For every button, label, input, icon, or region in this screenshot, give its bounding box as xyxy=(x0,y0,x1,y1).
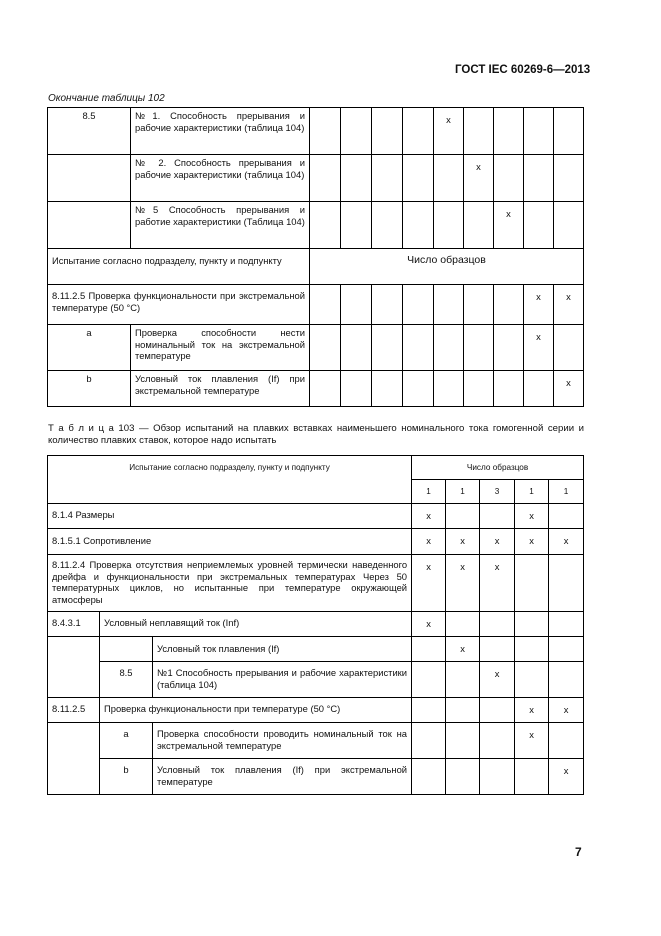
mark-cell xyxy=(372,202,403,249)
mark-cell xyxy=(549,555,584,612)
mark-cell xyxy=(515,662,549,698)
sample-count: 1 xyxy=(549,480,584,504)
mark-cell xyxy=(464,371,494,407)
table-row xyxy=(48,285,584,325)
mark-cell xyxy=(480,637,515,662)
mark-cell xyxy=(372,108,403,155)
test-description: №5 Способность прерывания и работие характеристики (Таблица 104) xyxy=(131,202,310,249)
mark-cell xyxy=(412,698,446,723)
mark-cell: x xyxy=(554,371,584,407)
mark-cell xyxy=(310,108,341,155)
sample-count: 3 xyxy=(480,480,515,504)
mark-cell: x xyxy=(412,612,446,637)
mark-cell xyxy=(341,285,372,325)
test-description: 8.11.2.5 Проверка функциональности при экстремальной температуре (50 °C) xyxy=(48,285,310,325)
mark-cell xyxy=(446,612,480,637)
mark-cell xyxy=(464,285,494,325)
mark-cell: x xyxy=(524,285,554,325)
mark-cell xyxy=(549,723,584,759)
document-code: ГОСТ IEC 60269-6—2013 xyxy=(455,64,591,76)
column-header-test: Испытание согласно подразделу, пункту и подпункту xyxy=(48,249,310,285)
table-row xyxy=(48,504,584,529)
mark-cell xyxy=(372,285,403,325)
mark-cell xyxy=(480,612,515,637)
clause-number: b xyxy=(100,759,153,795)
mark-cell xyxy=(524,371,554,407)
mark-cell xyxy=(515,612,549,637)
table-row xyxy=(48,698,584,723)
mark-cell: x xyxy=(515,504,549,529)
mark-cell: x xyxy=(515,529,549,555)
clause-number: 8.5 xyxy=(48,108,131,155)
test-description: 8.1.4 Размеры xyxy=(48,504,412,529)
mark-cell xyxy=(480,504,515,529)
table-row xyxy=(48,155,584,202)
mark-cell xyxy=(403,202,434,249)
mark-cell xyxy=(341,371,372,407)
mark-cell xyxy=(494,155,524,202)
test-description: Проверка способности проводить номинальный ток на экстремальной температуре xyxy=(153,723,412,759)
mark-cell xyxy=(549,504,584,529)
table-row xyxy=(48,662,584,698)
mark-cell xyxy=(372,371,403,407)
mark-cell: x xyxy=(524,325,554,371)
mark-cell: x xyxy=(480,662,515,698)
column-header-test: Испытание согласно подразделу, пункту и подпункту xyxy=(48,456,412,504)
test-description: Проверка способности нести номинальный ток на экстремальной температуре xyxy=(131,325,310,371)
table-row xyxy=(48,637,584,662)
test-description: 8.1.5.1 Сопротивление xyxy=(48,529,412,555)
mark-cell xyxy=(310,155,341,202)
mark-cell xyxy=(524,108,554,155)
test-description: № 2. Способность прерывания и рабочие характеристики (таблица 104) xyxy=(131,155,310,202)
mark-cell: x xyxy=(515,723,549,759)
mark-cell xyxy=(403,371,434,407)
test-description: 8.11.2.4 Проверка отсутствия неприемлемых уровней термически наведенного дрейфа и функциональности при экстремальных температурах Через 50 температурных циклов, но испытанные при температуре окружающей атмосферы xyxy=(48,555,412,612)
mark-cell xyxy=(464,202,494,249)
mark-cell xyxy=(403,155,434,202)
mark-cell xyxy=(341,325,372,371)
table-102 xyxy=(47,107,584,407)
mark-cell xyxy=(434,285,464,325)
mark-cell xyxy=(372,325,403,371)
mark-cell xyxy=(554,202,584,249)
test-description: Условный неплавящий ток (Inf) xyxy=(100,612,412,637)
table-row xyxy=(48,529,584,555)
mark-cell xyxy=(446,723,480,759)
page-number: 7 xyxy=(575,845,582,859)
mark-cell xyxy=(494,108,524,155)
table-row xyxy=(48,759,584,795)
mark-cell xyxy=(494,325,524,371)
mark-cell: x xyxy=(412,555,446,612)
mark-cell xyxy=(446,759,480,795)
mark-cell: x xyxy=(494,202,524,249)
mark-cell xyxy=(403,285,434,325)
clause-number: 8.5 xyxy=(100,662,153,698)
column-header-samples: Число образцов xyxy=(310,249,584,285)
empty-cell xyxy=(100,637,153,662)
mark-cell xyxy=(464,325,494,371)
sample-count: 1 xyxy=(412,480,446,504)
sample-count: 1 xyxy=(446,480,480,504)
mark-cell xyxy=(549,612,584,637)
mark-cell xyxy=(554,325,584,371)
clause-number: a xyxy=(48,325,131,371)
mark-cell xyxy=(434,371,464,407)
table-row xyxy=(48,555,584,612)
test-description: Условный ток плавления (If) при экстремальной температуре xyxy=(131,371,310,407)
table-103-caption: Т а б л и ц а 103 — Обзор испытаний на плавких вставках наименьшего номинального тока гомогенной серии и количество плавких ставок, которое надо испытать xyxy=(48,423,584,446)
clause-number xyxy=(48,155,131,202)
mark-cell xyxy=(310,285,341,325)
test-description: Проверка функциональности при температуре (50 °C) xyxy=(100,698,412,723)
mark-cell xyxy=(524,202,554,249)
mark-cell xyxy=(403,108,434,155)
test-description: Условный ток плавления (If) при экстремальной температуре xyxy=(153,759,412,795)
mark-cell xyxy=(446,504,480,529)
clause-number: 8.11.2.5 xyxy=(48,698,100,723)
table-continuation-caption: Окончание таблицы 102 xyxy=(48,93,165,104)
mark-cell xyxy=(554,108,584,155)
mark-cell xyxy=(310,202,341,249)
clause-number xyxy=(48,202,131,249)
mark-cell: x xyxy=(446,637,480,662)
mark-cell xyxy=(554,155,584,202)
empty-cell xyxy=(48,723,100,795)
mark-cell xyxy=(549,637,584,662)
mark-cell xyxy=(515,759,549,795)
mark-cell xyxy=(412,637,446,662)
mark-cell xyxy=(434,325,464,371)
sample-count: 1 xyxy=(515,480,549,504)
mark-cell: x xyxy=(464,155,494,202)
mark-cell xyxy=(524,155,554,202)
mark-cell xyxy=(494,285,524,325)
clause-number: 8.4.3.1 xyxy=(48,612,100,637)
mark-cell: x xyxy=(480,555,515,612)
mark-cell xyxy=(480,698,515,723)
mark-cell xyxy=(515,555,549,612)
mark-cell: x xyxy=(549,529,584,555)
column-header-samples: Число образцов xyxy=(412,456,584,480)
table-header-row xyxy=(48,456,584,480)
clause-number: b xyxy=(48,371,131,407)
mark-cell xyxy=(494,371,524,407)
mark-cell: x xyxy=(549,698,584,723)
mark-cell xyxy=(480,759,515,795)
table-row xyxy=(48,723,584,759)
mark-cell: x xyxy=(549,759,584,795)
mark-cell xyxy=(412,759,446,795)
table-row xyxy=(48,108,584,155)
mark-cell xyxy=(480,723,515,759)
mark-cell xyxy=(341,155,372,202)
mark-cell xyxy=(412,662,446,698)
mark-cell xyxy=(446,698,480,723)
mark-cell xyxy=(549,662,584,698)
mark-cell xyxy=(434,202,464,249)
test-description: №1 Способность прерывания и рабочие характеристики (таблица 104) xyxy=(153,662,412,698)
test-description: Условный ток плавления (If) xyxy=(153,637,412,662)
mark-cell xyxy=(341,108,372,155)
mark-cell xyxy=(341,202,372,249)
mark-cell xyxy=(310,325,341,371)
mark-cell: x xyxy=(515,698,549,723)
mark-cell: x xyxy=(412,529,446,555)
mark-cell xyxy=(446,662,480,698)
table-row xyxy=(48,612,584,637)
mark-cell: x xyxy=(434,108,464,155)
table-row xyxy=(48,371,584,407)
mark-cell xyxy=(403,325,434,371)
test-description: №1. Способность прерывания и рабочие характеристики (таблица 104) xyxy=(131,108,310,155)
mark-cell: x xyxy=(412,504,446,529)
mark-cell: x xyxy=(554,285,584,325)
mark-cell xyxy=(310,371,341,407)
mark-cell xyxy=(434,155,464,202)
mark-cell: x xyxy=(480,529,515,555)
mark-cell: x xyxy=(446,529,480,555)
table-row xyxy=(48,202,584,249)
clause-number: a xyxy=(100,723,153,759)
mark-cell xyxy=(464,108,494,155)
mark-cell xyxy=(412,723,446,759)
mark-cell xyxy=(515,637,549,662)
mark-cell: x xyxy=(446,555,480,612)
table-103 xyxy=(47,455,584,795)
mark-cell xyxy=(372,155,403,202)
table-header-row xyxy=(48,249,584,285)
empty-cell xyxy=(48,637,100,698)
table-row xyxy=(48,325,584,371)
